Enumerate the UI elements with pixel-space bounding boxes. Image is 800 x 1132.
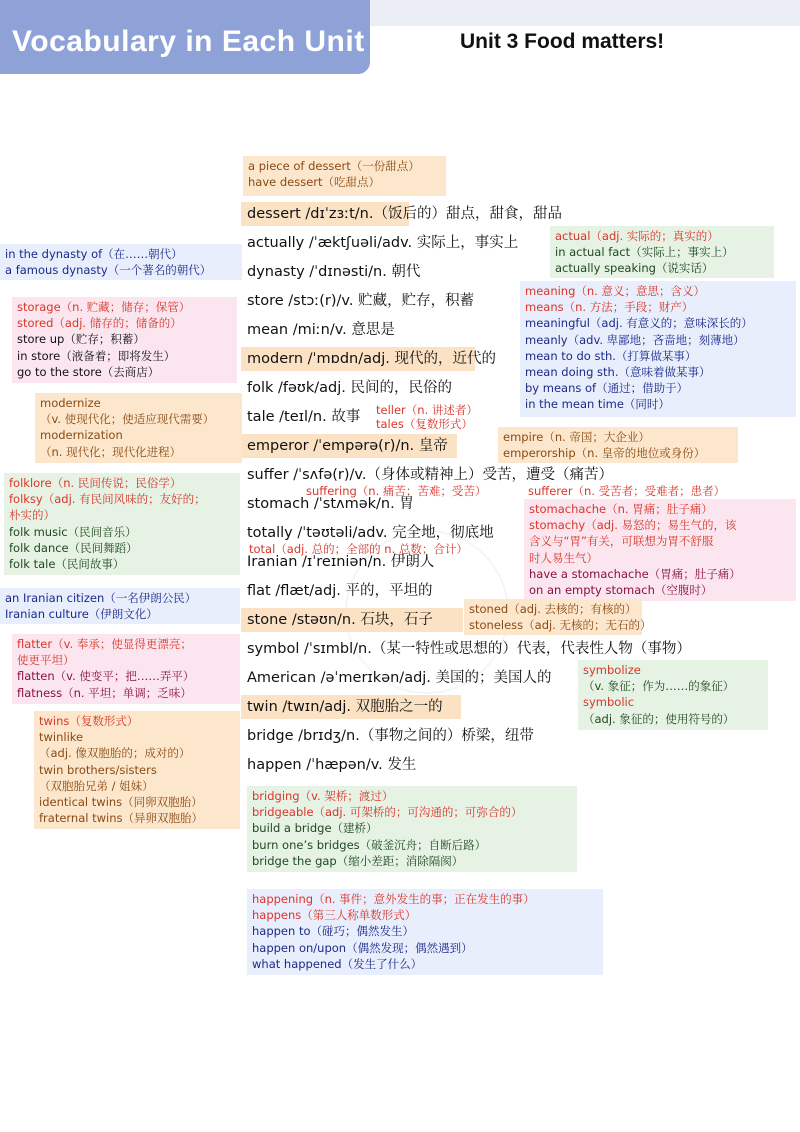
entry-dessert: dessert /dɪˈzɜːt/n.（饭后的）甜点，甜食，甜品 <box>247 206 562 222</box>
note-tale: teller（n. 讲述者） tales（复数形式） <box>376 403 478 431</box>
entry-folk: folk /fəʊk/adj. 民间的，民俗的 <box>247 380 452 396</box>
note-dynasty: in the dynasty of（在……朝代） a famous dynasty（一个著名的朝代） <box>0 244 242 280</box>
note-modernize: modernize （v. 使现代化；使适应现代需要） modernization （n. 现代化；现代化进程） <box>35 393 242 463</box>
entry-flat: flat /flæt/adj. 平的，平坦的 <box>247 583 433 599</box>
note-stomach: stomachache（n. 胃痛；肚子痛） stomachy（adj. 易怒的；易生气的，该 含义与“胃”有关，可联想为胃不舒服 时人易生气） have a stomachache（胃痛；肚子痛） on an empty stomach（空腹时） <box>524 499 796 601</box>
note-suffering: suffering（n. 痛苦；苦难；受苦） <box>306 484 487 498</box>
note-bridge: bridging（v. 架桥；渡过） bridgeable（adj. 可架桥的；可沟通的；可弥合的） build a bridge（建桥） burn one’s bridges（破釜沉舟；自断后路） bridge the gap（缩小差距；消除隔阂） <box>247 786 577 872</box>
entry-american: American /əˈmerɪkən/adj. 美国的；美国人的 <box>247 670 552 686</box>
entry-store: store /stɔː(r)/v. 贮藏，贮存，积蓄 <box>247 293 475 309</box>
note-empire: empire（n. 帝国；大企业） emperorship（n. 皇帝的地位或身份） <box>498 427 738 463</box>
entry-totally: totally /ˈtəʊtəli/adv. 完全地，彻底地 <box>247 525 494 541</box>
note-storage: storage（n. 贮藏；储存；保管） stored（adj. 储存的；储备的） store up（贮存；积蓄） in store（液备着；即将发生） go to the store（去商店） <box>12 297 237 383</box>
entry-tale: tale /teɪl/n. 故事 <box>247 409 361 425</box>
section-title: Vocabulary in Each Unit <box>0 0 370 74</box>
note-twin: twins（复数形式） twinlike （adj. 像双胞胎的；成对的） twin brothers/sisters （双胞胎兄弟 / 姐妹） identical twins（同卵双胞胎） fraternal twins（异卵双胞胎） <box>34 711 240 829</box>
entry-iranian: Iranian /ɪˈreɪniən/n. 伊朗人 <box>247 554 435 570</box>
note-meaning: meaning（n. 意义；意思；含义） means（n. 方法；手段；财产） meaningful（adj. 有意义的；意味深长的） meanly（adv. 卑鄙地；吝啬地；刻薄地） mean to do sth.（打算做某事） mean doing sth.（意味着做某事） by means of（通过；借助于） in the mean time（同时） <box>520 281 796 417</box>
note-actual: actual（adj. 实际的；真实的） in actual fact（实际上；事实上） actually speaking（说实话） <box>550 226 774 278</box>
note-symbol: symbolize （v. 象征；作为……的象征） symbolic （adj. 象征的；使用符号的） <box>578 660 768 730</box>
entry-symbol: symbol /ˈsɪmbl/n.（某一特性或思想的）代表，代表性人物（事物） <box>247 641 691 657</box>
note-iranian: an Iranian citizen（一名伊朗公民） Iranian culture（伊朗文化） <box>0 588 240 624</box>
entry-modern: modern /ˈmɒdn/adj. 现代的，近代的 <box>247 351 496 367</box>
note-flat: flatter（v. 奉承；使显得更漂亮； 使更平坦） flatten（v. 使变平；把……弄平） flatness（n. 平坦；单调；乏味） <box>12 634 240 704</box>
note-stone: stoned（adj. 去核的；有核的） stoneless（adj. 无核的；无石的） <box>464 599 642 635</box>
entry-twin: twin /twɪn/adj. 双胞胎之一的 <box>247 699 443 715</box>
entry-happen: happen /ˈhæpən/v. 发生 <box>247 757 417 773</box>
entry-bridge: bridge /brɪdʒ/n.（事物之间的）桥梁，纽带 <box>247 728 534 744</box>
note-happen: happening（n. 事件；意外发生的事；正在发生的事） happens（第三人称单数形式） happen to（碰巧；偶然发生） happen on/upon（偶然发现；偶然遇到） what happened（发生了什么） <box>247 889 603 975</box>
entry-dynasty: dynasty /ˈdɪnəsti/n. 朝代 <box>247 264 421 280</box>
note-total: total（adj. 总的；全部的 n. 总数；合计） <box>249 542 468 556</box>
entry-stone: stone /stəʊn/n. 石块，石子 <box>247 612 433 628</box>
note-sufferer: sufferer（n. 受苦者；受难者；患者） <box>528 484 726 498</box>
entry-suffer: suffer /ˈsʌfə(r)/v.（身体或精神上）受苦，遭受（痛苦） <box>247 467 613 483</box>
entry-actually: actually /ˈæktʃuəli/adv. 实际上，事实上 <box>247 235 519 251</box>
note-dessert: a piece of dessert（一份甜点） have dessert（吃甜点） <box>243 156 446 196</box>
unit-title: Unit 3 Food matters! <box>460 30 665 53</box>
entry-stomach: stomach /ˈstʌmək/n. 胃 <box>247 496 414 512</box>
note-folk: folklore（n. 民间传说；民俗学） folksy（adj. 有民间风味的；友好的； 朴实的） folk music（民间音乐） folk dance（民间舞蹈） folk tale（民间故事） <box>4 473 240 575</box>
entry-emperor: emperor /ˈempərə(r)/n. 皇帝 <box>247 438 448 454</box>
entry-mean: mean /miːn/v. 意思是 <box>247 322 395 338</box>
